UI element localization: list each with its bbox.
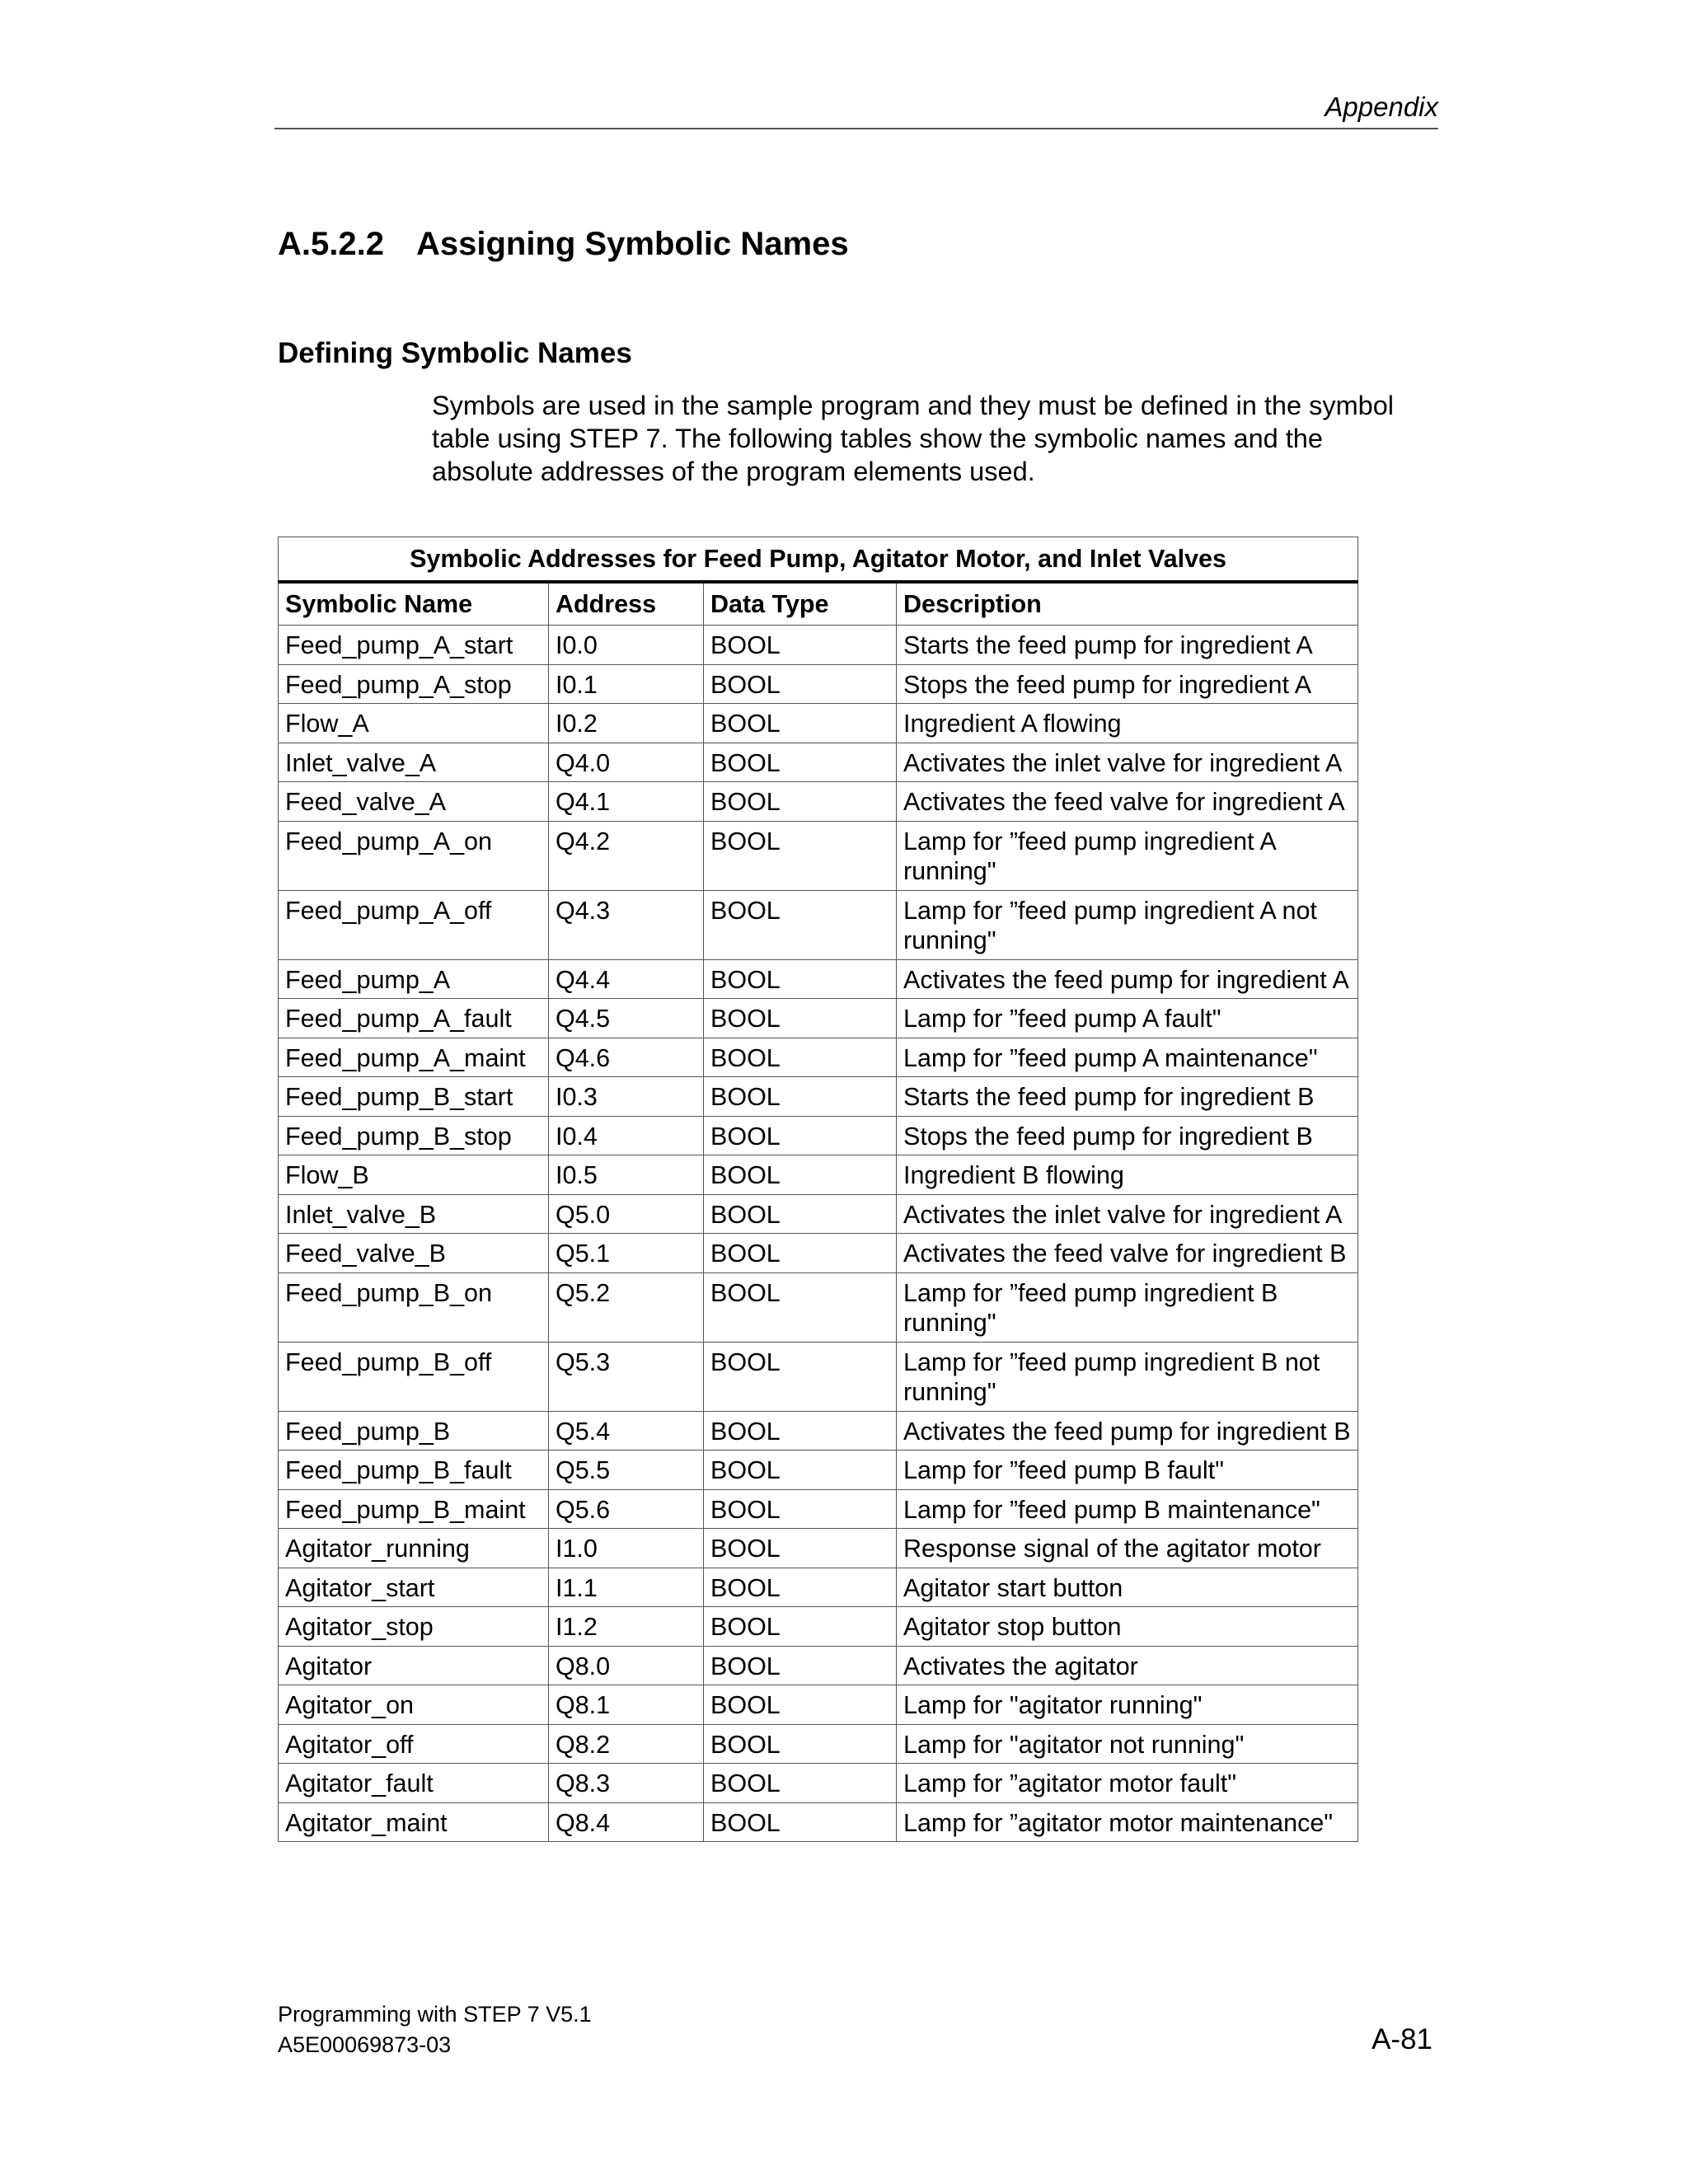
address-cell: Q4.6	[549, 1038, 704, 1077]
description-cell: Starts the feed pump for ingredient A	[897, 626, 1358, 665]
symbolic-name-cell: Flow_B	[279, 1155, 549, 1195]
data-type-cell: BOOL	[704, 626, 897, 665]
footer-document-number: A5E00069873-03	[278, 2032, 452, 2057]
description-cell: Lamp for ”feed pump ingredient A not running"	[897, 890, 1358, 959]
table-row	[279, 1802, 1358, 1842]
address-cell: Q8.1	[549, 1685, 704, 1725]
data-type-cell: BOOL	[704, 1342, 897, 1411]
address-cell: Q5.2	[549, 1272, 704, 1342]
table-row	[279, 1116, 1358, 1155]
symbolic-name-cell: Feed_pump_A_start	[279, 626, 549, 665]
table-row	[279, 1529, 1358, 1568]
table-row	[279, 821, 1358, 890]
description-cell: Lamp for ”feed pump B fault"	[897, 1451, 1358, 1490]
page-number: A-81	[1372, 2023, 1432, 2055]
symbolic-name-cell: Feed_pump_A	[279, 959, 549, 999]
table-row	[279, 1155, 1358, 1195]
description-cell: Lamp for ”feed pump ingredient B running"	[897, 1272, 1358, 1342]
table-row	[279, 1451, 1358, 1490]
address-cell: I1.0	[549, 1529, 704, 1568]
data-type-cell: BOOL	[704, 704, 897, 743]
description-cell: Activates the agitator	[897, 1646, 1358, 1685]
table-row	[279, 1685, 1358, 1725]
column-header-description: Description	[897, 582, 1358, 626]
data-type-cell: BOOL	[704, 1155, 897, 1195]
symbolic-name-cell: Feed_pump_A_stop	[279, 664, 549, 704]
header-rule	[274, 128, 1438, 129]
data-type-cell: BOOL	[704, 1764, 897, 1803]
symbolic-name-cell: Feed_pump_B_fault	[279, 1451, 549, 1490]
address-cell: Q5.4	[549, 1411, 704, 1451]
address-cell: Q5.3	[549, 1342, 704, 1411]
table-row	[279, 1342, 1358, 1411]
column-header-data-type: Data Type	[704, 582, 897, 626]
description-cell: Agitator start button	[897, 1568, 1358, 1607]
section-title	[278, 226, 849, 263]
address-cell: Q5.0	[549, 1194, 704, 1234]
address-cell: I0.3	[549, 1077, 704, 1117]
description-cell: Stops the feed pump for ingredient B	[897, 1116, 1358, 1155]
address-cell: Q5.6	[549, 1489, 704, 1529]
data-type-cell: BOOL	[704, 1489, 897, 1529]
description-cell: Lamp for ”feed pump ingredient A running"	[897, 821, 1358, 890]
data-type-cell: BOOL	[704, 1451, 897, 1490]
data-type-cell: BOOL	[704, 1646, 897, 1685]
symbolic-name-cell: Feed_pump_B_on	[279, 1272, 549, 1342]
table-row	[279, 1272, 1358, 1342]
data-type-cell: BOOL	[704, 1802, 897, 1842]
data-type-cell: BOOL	[704, 999, 897, 1038]
section-number: A.5.2.2	[278, 226, 384, 262]
symbolic-name-cell: Feed_pump_B_stop	[279, 1116, 549, 1155]
data-type-cell: BOOL	[704, 890, 897, 959]
description-cell: Lamp for ”agitator motor fault"	[897, 1764, 1358, 1803]
description-cell: Activates the inlet valve for ingredient A	[897, 1194, 1358, 1234]
table-body	[279, 626, 1358, 1842]
data-type-cell: BOOL	[704, 1607, 897, 1647]
description-cell: Starts the feed pump for ingredient B	[897, 1077, 1358, 1117]
table-row	[279, 782, 1358, 822]
symbolic-name-cell: Agitator_off	[279, 1724, 549, 1764]
data-type-cell: BOOL	[704, 1568, 897, 1607]
symbolic-name-cell: Feed_pump_A_on	[279, 821, 549, 890]
address-cell: I0.1	[549, 664, 704, 704]
description-cell: Lamp for ”feed pump A fault"	[897, 999, 1358, 1038]
symbolic-name-cell: Inlet_valve_A	[279, 743, 549, 782]
table-caption-row	[279, 537, 1358, 583]
description-cell: Activates the feed valve for ingredient A	[897, 782, 1358, 822]
address-cell: I0.5	[549, 1155, 704, 1195]
address-cell: Q8.4	[549, 1802, 704, 1842]
data-type-cell: BOOL	[704, 782, 897, 822]
table-header-row	[279, 582, 1358, 626]
table-row	[279, 704, 1358, 743]
table-row	[279, 890, 1358, 959]
symbolic-name-cell: Feed_valve_B	[279, 1234, 549, 1273]
symbolic-name-cell: Feed_pump_B_off	[279, 1342, 549, 1411]
address-cell: I1.2	[549, 1607, 704, 1647]
table-row	[279, 743, 1358, 782]
address-cell: Q5.1	[549, 1234, 704, 1273]
symbolic-name-cell: Agitator_start	[279, 1568, 549, 1607]
description-cell: Activates the inlet valve for ingredient A	[897, 743, 1358, 782]
description-cell: Activates the feed pump for ingredient B	[897, 1411, 1358, 1451]
table-row	[279, 664, 1358, 704]
address-cell: I1.1	[549, 1568, 704, 1607]
symbolic-name-cell: Agitator_fault	[279, 1764, 549, 1803]
column-header-address: Address	[549, 582, 704, 626]
table-row	[279, 626, 1358, 665]
table-row	[279, 1568, 1358, 1607]
symbolic-name-cell: Agitator	[279, 1646, 549, 1685]
footer-manual-title: Programming with STEP 7 V5.1	[278, 2002, 592, 2027]
description-cell: Ingredient B flowing	[897, 1155, 1358, 1195]
table-row	[279, 1038, 1358, 1077]
address-cell: Q4.3	[549, 890, 704, 959]
address-cell: I0.2	[549, 704, 704, 743]
symbol-table	[278, 537, 1358, 1842]
data-type-cell: BOOL	[704, 1234, 897, 1273]
symbolic-name-cell: Feed_pump_A_maint	[279, 1038, 549, 1077]
address-cell: Q8.0	[549, 1646, 704, 1685]
table-row	[279, 1194, 1358, 1234]
data-type-cell: BOOL	[704, 1077, 897, 1117]
table-row	[279, 1646, 1358, 1685]
description-cell: Lamp for "agitator running"	[897, 1685, 1358, 1725]
symbolic-name-cell: Feed_pump_A_off	[279, 890, 549, 959]
description-cell: Stops the feed pump for ingredient A	[897, 664, 1358, 704]
table-row	[279, 1607, 1358, 1647]
data-type-cell: BOOL	[704, 664, 897, 704]
symbolic-name-cell: Inlet_valve_B	[279, 1194, 549, 1234]
description-cell: Activates the feed pump for ingredient A	[897, 959, 1358, 999]
data-type-cell: BOOL	[704, 959, 897, 999]
symbolic-name-cell: Agitator_running	[279, 1529, 549, 1568]
symbolic-name-cell: Feed_pump_B	[279, 1411, 549, 1451]
table-row	[279, 1724, 1358, 1764]
data-type-cell: BOOL	[704, 1724, 897, 1764]
symbolic-name-cell: Flow_A	[279, 704, 549, 743]
address-cell: Q4.0	[549, 743, 704, 782]
address-cell: Q8.3	[549, 1764, 704, 1803]
data-type-cell: BOOL	[704, 1194, 897, 1234]
data-type-cell: BOOL	[704, 743, 897, 782]
symbolic-name-cell: Agitator_on	[279, 1685, 549, 1725]
description-cell: Lamp for ”feed pump B maintenance"	[897, 1489, 1358, 1529]
symbolic-name-cell: Feed_pump_B_start	[279, 1077, 549, 1117]
description-cell: Lamp for ”agitator motor maintenance"	[897, 1802, 1358, 1842]
table-row	[279, 999, 1358, 1038]
symbolic-name-cell: Agitator_maint	[279, 1802, 549, 1842]
table-row	[279, 1411, 1358, 1451]
description-cell: Ingredient A flowing	[897, 704, 1358, 743]
description-cell: Response signal of the agitator motor	[897, 1529, 1358, 1568]
intro-paragraph: Symbols are used in the sample program and they must be defined in the symbol table using STEP 7. The following tables show the symbolic names and the absolute addresses of the program elements used.	[432, 391, 1395, 486]
table-row	[279, 1234, 1358, 1273]
description-cell: Lamp for "agitator not running"	[897, 1724, 1358, 1764]
description-cell: Agitator stop button	[897, 1607, 1358, 1647]
data-type-cell: BOOL	[704, 821, 897, 890]
table-row	[279, 959, 1358, 999]
subsection-title: Defining Symbolic Names	[278, 337, 632, 369]
description-cell: Activates the feed valve for ingredient B	[897, 1234, 1358, 1273]
data-type-cell: BOOL	[704, 1411, 897, 1451]
table-row	[279, 1764, 1358, 1803]
address-cell: I0.4	[549, 1116, 704, 1155]
symbolic-name-cell: Agitator_stop	[279, 1607, 549, 1647]
data-type-cell: BOOL	[704, 1116, 897, 1155]
address-cell: Q4.5	[549, 999, 704, 1038]
table-row	[279, 1489, 1358, 1529]
running-header: Appendix	[1325, 91, 1438, 122]
table-caption: Symbolic Addresses for Feed Pump, Agitator Motor, and Inlet Valves	[279, 537, 1358, 583]
symbolic-name-cell: Feed_pump_B_maint	[279, 1489, 549, 1529]
address-cell: Q5.5	[549, 1451, 704, 1490]
data-type-cell: BOOL	[704, 1529, 897, 1568]
data-type-cell: BOOL	[704, 1038, 897, 1077]
table-row	[279, 1077, 1358, 1117]
address-cell: Q4.1	[549, 782, 704, 822]
description-cell: Lamp for ”feed pump ingredient B not running"	[897, 1342, 1358, 1411]
address-cell: Q4.2	[549, 821, 704, 890]
address-cell: Q4.4	[549, 959, 704, 999]
data-type-cell: BOOL	[704, 1685, 897, 1725]
symbolic-name-cell: Feed_valve_A	[279, 782, 549, 822]
description-cell: Lamp for ”feed pump A maintenance"	[897, 1038, 1358, 1077]
address-cell: Q8.2	[549, 1724, 704, 1764]
section-title-text: Assigning Symbolic Names	[416, 226, 849, 262]
column-header-symbolic-name: Symbolic Name	[279, 582, 549, 626]
symbolic-name-cell: Feed_pump_A_fault	[279, 999, 549, 1038]
data-type-cell: BOOL	[704, 1272, 897, 1342]
address-cell: I0.0	[549, 626, 704, 665]
